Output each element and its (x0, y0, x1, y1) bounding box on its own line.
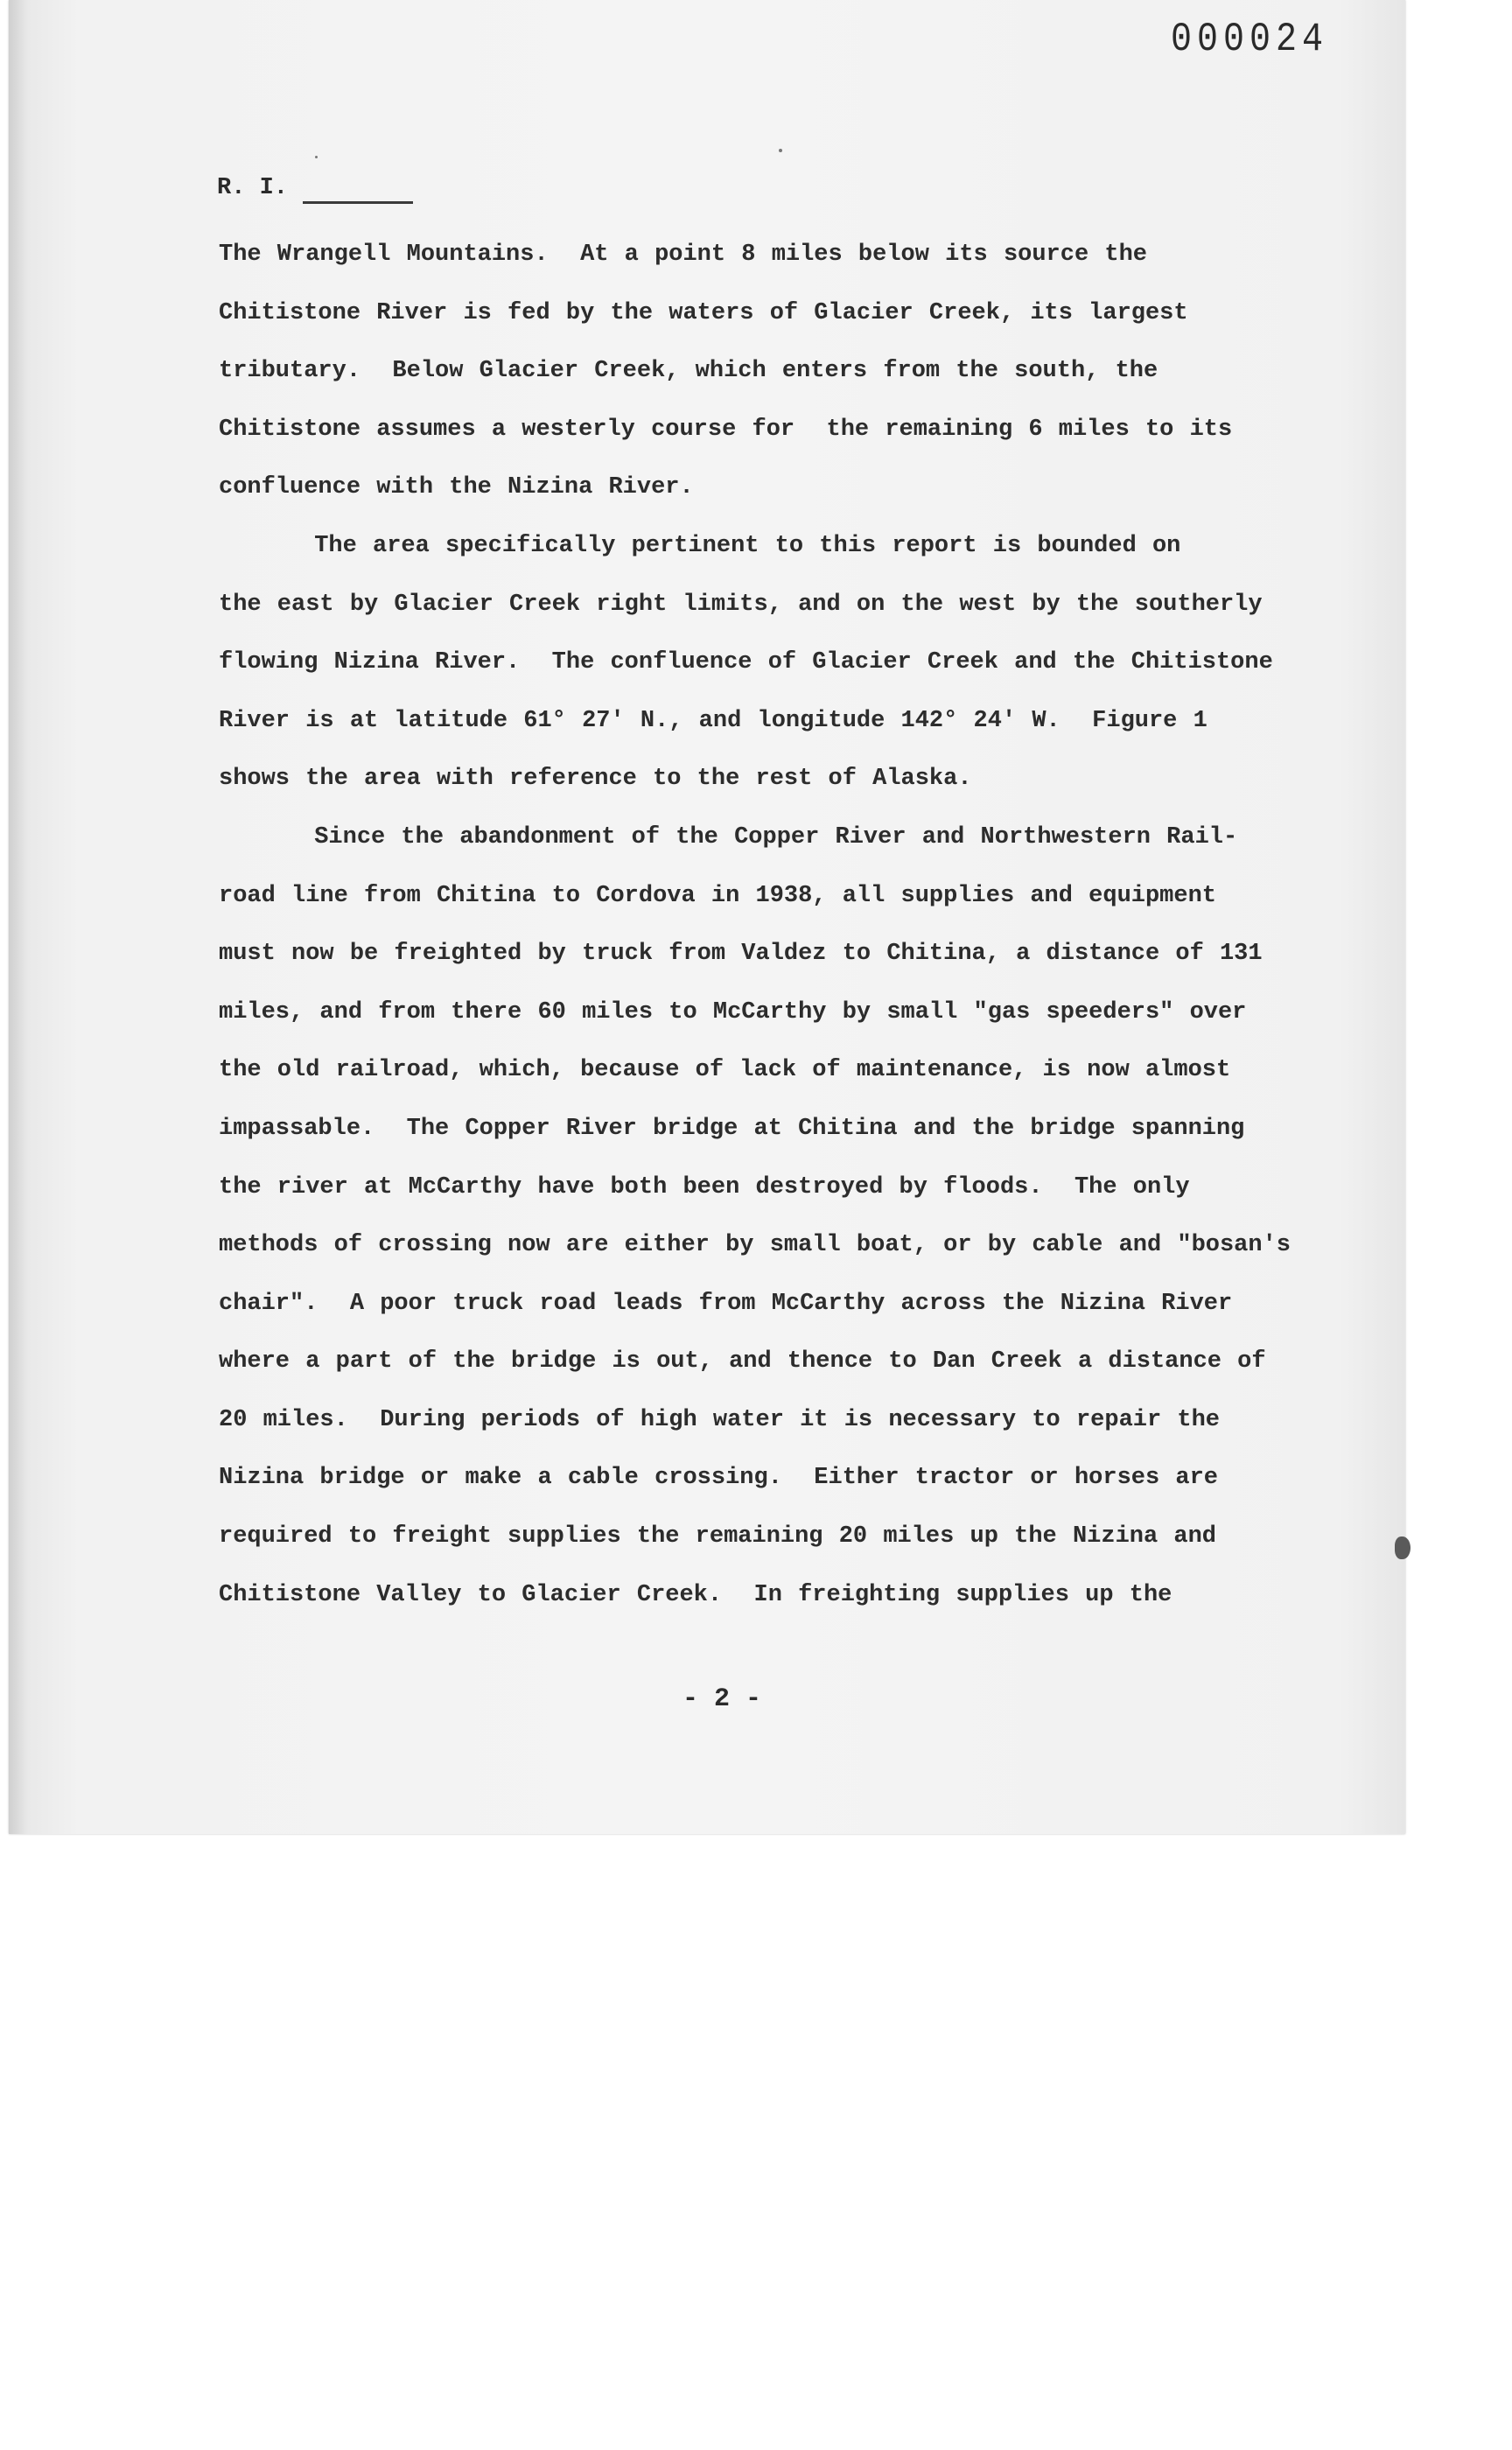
text-line: Chitistone River is fed by the waters of Glacier Creek, its largest (219, 299, 1188, 326)
text-line: Chitistone assumes a westerly course for the remaining 6 miles to its (219, 416, 1233, 443)
text-line: required to freight supplies the remaining 20 miles up the Nizina and (219, 1523, 1216, 1550)
report-header: R. I. (217, 175, 289, 201)
text-line: The Wrangell Mountains. At a point 8 miles below its source the (219, 242, 1147, 268)
text-line: flowing Nizina River. The confluence of Glacier Creek and the Chitistone (219, 649, 1273, 676)
text-line: chair". A poor truck road leads from McCarthy across the Nizina River (219, 1290, 1233, 1317)
text-line: shows the area with reference to the rest of Alaska. (219, 766, 972, 793)
header-blank-line (303, 182, 413, 204)
text-line: the east by Glacier Creek right limits, and on the west by the southerly (219, 591, 1263, 618)
body-text (219, 226, 1295, 1624)
text-line: River is at latitude 61° 27' N., and longitude 142° 24' W. Figure 1 (219, 707, 1208, 734)
page-number: - 2 - (682, 1684, 762, 1714)
text-line: 20 miles. During periods of high water it is necessary to repair the (219, 1406, 1220, 1433)
text-line: the old railroad, which, because of lack of maintenance, is now almost (219, 1057, 1231, 1084)
text-line: confluence with the Nizina River. (219, 474, 694, 501)
text-line: Since the abandonment of the Copper River and Northwestern Rail- (219, 823, 1238, 850)
text-line: where a part of the bridge is out, and thence to Dan Creek a distance of (219, 1348, 1266, 1376)
text-line: miles, and from there 60 miles to McCarthy by small "gas speeders" over (219, 998, 1247, 1026)
scan-edge-mark (1395, 1536, 1410, 1559)
document-number: 000024 (1171, 18, 1329, 63)
text-line: impassable. The Copper River bridge at Chitina and the bridge spanning (219, 1115, 1245, 1142)
scanned-page (9, 0, 1405, 1834)
text-line: road line from Chitina to Cordova in 1938, all supplies and equipment (219, 882, 1216, 909)
text-line: Nizina bridge or make a cable crossing. Either tractor or horses are (219, 1465, 1218, 1492)
text-line: the river at McCarthy have both been destroyed by floods. The only (219, 1173, 1190, 1200)
text-line: tributary. Below Glacier Creek, which enters from the south, the (219, 358, 1158, 385)
scan-speck (779, 149, 782, 152)
text-line: must now be freighted by truck from Valdez to Chitina, a distance of 131 (219, 941, 1263, 968)
text-line: methods of crossing now are either by small boat, or by cable and "bosan's (219, 1232, 1291, 1259)
scan-speck (315, 156, 318, 158)
text-line: Chitistone Valley to Glacier Creek. In freighting supplies up the (219, 1581, 1172, 1608)
text-line: The area specifically pertinent to this report is bounded on (219, 532, 1181, 559)
